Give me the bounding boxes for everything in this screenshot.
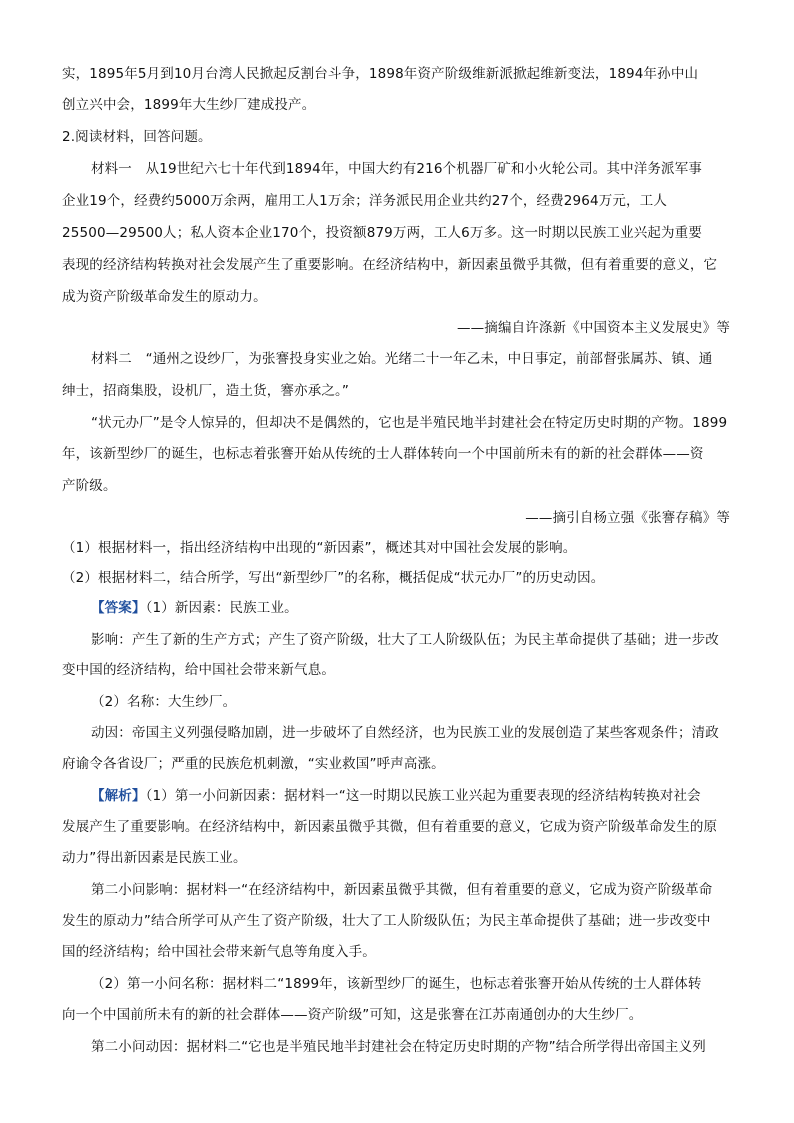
text-line: 绅士，招商集股，设机厂，造土货，謇亦承之。” <box>62 383 350 399</box>
sub-question: （2）根据材料二，结合所学，写出“新型纱厂”的名称，概括促成“状元办厂”的历史动因。 <box>62 570 605 586</box>
analysis-tag: 【解析】 <box>91 788 146 804</box>
text-line: 发展产生了重要影响。在经济结构中，新因素虽微乎其微，但有着重要的意义，它成为资产阶级革命发生的原 <box>62 819 718 835</box>
answer-tag: 【答案】 <box>91 600 146 616</box>
analysis-text: （1）第一小问新因素：据材料一“这一时期以民族工业兴起为重要表现的经济结构转换对社会 <box>145 788 701 804</box>
sub-question: （1）根据材料一，指出经济结构中出现的“新因素”，概述其对中国社会发展的影响。 <box>62 540 577 556</box>
source-citation: ——摘编自许涤新《中国资本主义发展史》等 <box>457 320 730 336</box>
text-line: （2）第一小问名称：据材料二“1899年，该新型纱厂的诞生，也标志着张謇开始从传统的士人群体转 <box>91 976 702 992</box>
text-line: 创立兴中会，1899年大生纱厂建成投产。 <box>62 97 316 113</box>
text-line: 第二小问动因：据材料二“它也是半殖民地半封建社会在特定历史时期的产物”结合所学得出帝国主义列 <box>91 1039 706 1055</box>
text-line: 产阶级。 <box>62 478 117 494</box>
text-line: 动力”得出新因素是民族工业。 <box>62 850 247 866</box>
text-line: 表现的经济结构转换对社会发展产生了重要影响。在经济结构中，新因素虽微乎其微，但有着重要的意义，它 <box>62 257 718 273</box>
text-line: 影响：产生了新的生产方式；产生了资产阶级，壮大了工人阶级队伍；为民主革命提供了基础；进一步改 <box>91 632 719 648</box>
text-line: 国的经济结构；给中国社会带来新气息等角度入手。 <box>62 944 376 960</box>
text-line: 企业19个，经费约5000万余两，雇用工人1万余；洋务派民用企业共约27个，经费2964万元，工人 <box>62 193 668 209</box>
text-line: 动因：帝国主义列强侵略加剧，进一步破坏了自然经济，也为民族工业的发展创造了某些客观条件；清政 <box>91 725 719 741</box>
analysis-line <box>91 786 701 806</box>
answer-text: （1）新因素：民族工业。 <box>145 600 298 616</box>
text-line: “状元办厂”是令人惊异的，但却决不是偶然的，它也是半殖民地半封建社会在特定历史时期的产物。1899 <box>91 415 728 431</box>
material-one-line: 材料一 从19世纪六七十年代到1894年，中国大约有216个机器厂矿和小火轮公司。其中洋务派军事 <box>91 161 703 177</box>
material-two-line: 材料二 “通州之设纱厂，为张謇投身实业之始。光绪二十一年乙未，中日事定，前部督张属苏、镇、通 <box>91 351 713 367</box>
answer-line <box>91 598 298 618</box>
text-line: 成为资产阶级革命发生的原动力。 <box>62 289 267 305</box>
text-line: 年，该新型纱厂的诞生，也标志着张謇开始从传统的士人群体转向一个中国前所未有的新的社会群体——资 <box>62 446 704 462</box>
question-heading: 2.阅读材料，回答问题。 <box>62 129 212 145</box>
text-line: 府谕令各省设厂；严重的民族危机刺激，“实业救国”呼声高涨。 <box>62 756 445 772</box>
source-citation: ——摘引自杨立强《张謇存稿》等 <box>525 510 730 526</box>
text-line: 变中国的经济结构，给中国社会带来新气息。 <box>62 662 335 678</box>
text-line: 第二小问影响：据材料一“在经济结构中，新因素虽微乎其微，但有着重要的意义，它成为资产阶级革命 <box>91 882 713 898</box>
text-line: （2）名称：大生纱厂。 <box>91 694 237 710</box>
text-line: 25500—29500人；私人资本企业170个，投资额879万两，工人6万多。这一时期以民族工业兴起为重要 <box>62 225 702 241</box>
text-line: 向一个中国前所未有的新的社会群体——资产阶级”可知，这是张謇在江苏南通创办的大生纱厂。 <box>62 1007 643 1023</box>
text-line: 发生的原动力”结合所学可从产生了资产阶级，壮大了工人阶级队伍；为民主革命提供了基础；进一步改变中 <box>62 913 711 929</box>
text-line: 实，1895年5月到10月台湾人民掀起反割台斗争，1898年资产阶级维新派掀起维新变法，1894年孙中山 <box>62 66 699 82</box>
